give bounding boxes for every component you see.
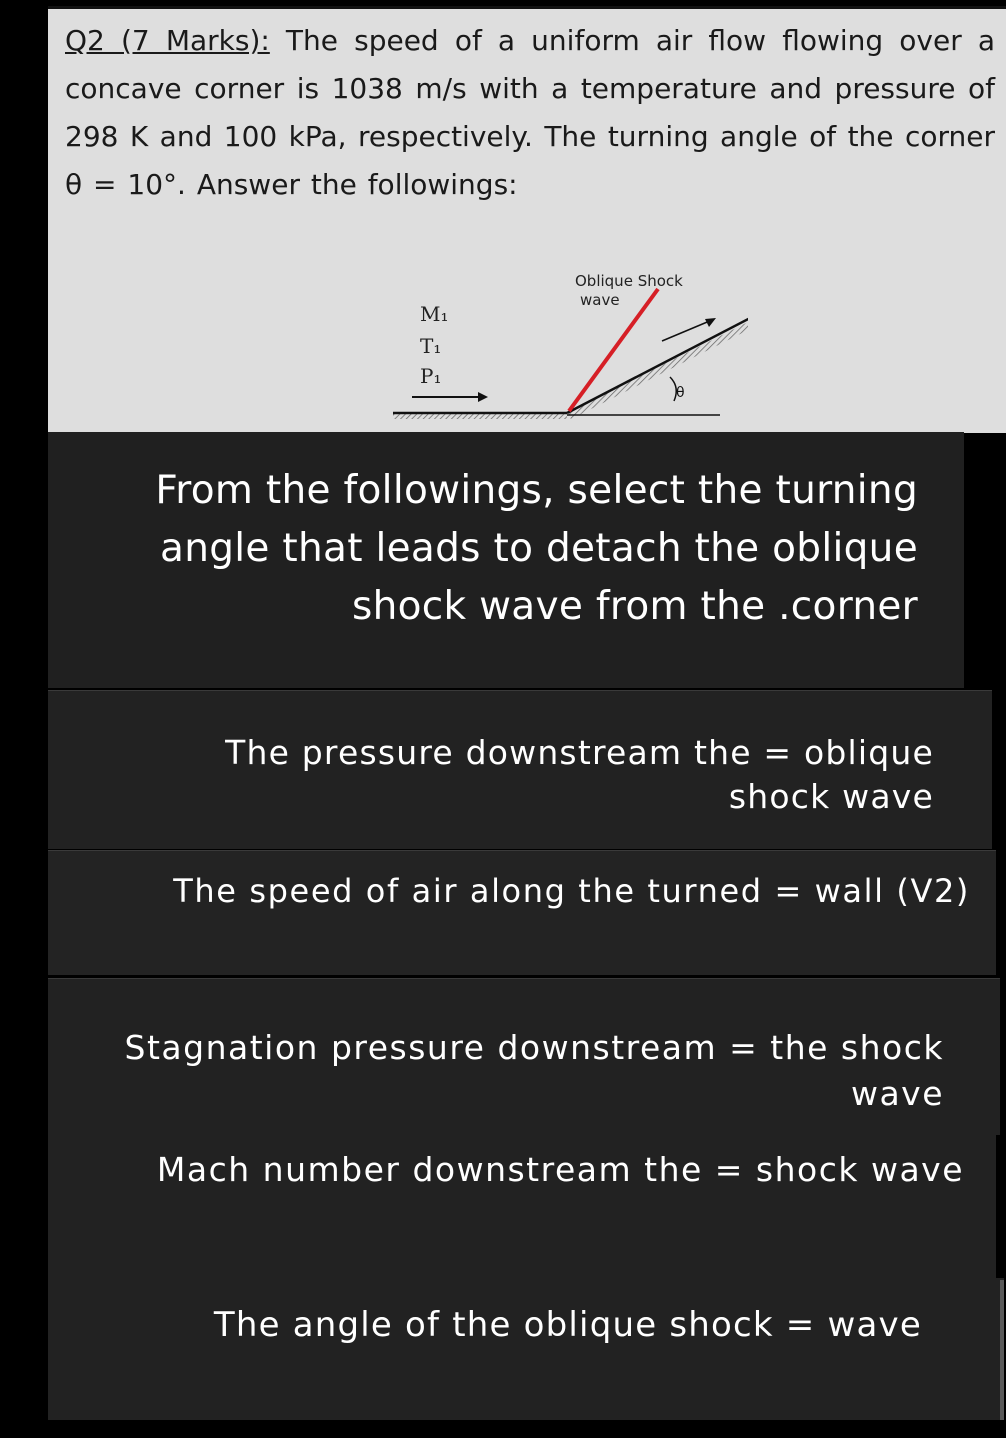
- option-shock-angle[interactable]: [48, 1278, 1004, 1420]
- option-label: Stagnation pressure downstream = the shock wave: [124, 1028, 944, 1113]
- option-label: Mach number downstream the = shock wave: [156, 1150, 964, 1189]
- question-card: [48, 6, 1006, 433]
- scrollbar[interactable]: [1000, 1280, 1004, 1420]
- inflow-arrow: [412, 392, 488, 402]
- outflow-arrow: [662, 318, 716, 341]
- option-label: The speed of air along the turned = wall (V2): [173, 872, 970, 910]
- option-label: The angle of the oblique shock = wave: [213, 1305, 922, 1345]
- theta-label: θ: [676, 385, 685, 401]
- prompt-text: From the followings, select the turning angle that leads to detach the oblique shock wave from the .corner: [155, 468, 918, 629]
- question-body: The speed of a uniform air flow flowing over a concave corner is 1038 m/s with a temperature and pressure of 298 K and 100 kPa, respectively. The turning angle of the corner θ = 10°. Answer the followings:: [65, 24, 995, 201]
- option-pressure-downstream[interactable]: [48, 690, 992, 849]
- prompt-panel: [48, 432, 964, 688]
- oblique-shock-diagram: [328, 259, 748, 429]
- shock-caption-line1: Oblique Shock: [575, 272, 683, 290]
- shock-caption-line2: wave: [580, 291, 620, 309]
- question-label: Q2 (7 Marks):: [65, 24, 270, 57]
- option-stagnation-pressure[interactable]: [48, 978, 1000, 1135]
- option-label: The pressure downstream the = oblique shock wave: [225, 733, 934, 816]
- mach-upstream-label: M₁: [420, 302, 449, 326]
- option-mach-downstream[interactable]: [48, 1134, 996, 1278]
- temperature-upstream-label: T₁: [420, 334, 442, 358]
- option-speed-v2[interactable]: [48, 850, 996, 975]
- question-text: [65, 17, 995, 209]
- pressure-upstream-label: P₁: [420, 364, 442, 388]
